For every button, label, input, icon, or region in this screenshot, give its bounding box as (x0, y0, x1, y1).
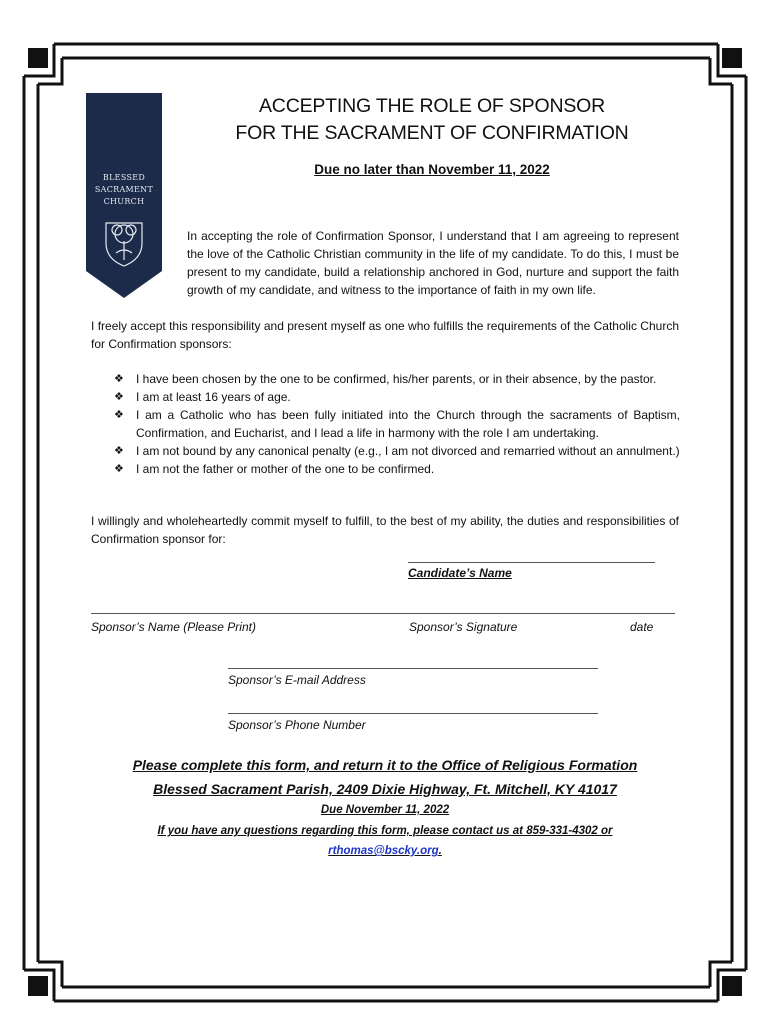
diamond-bullet-icon: ❖ (114, 445, 124, 457)
sponsor-name-signature-date-field[interactable] (91, 613, 675, 614)
diamond-bullet-icon: ❖ (114, 463, 124, 475)
parish-address: Blessed Sacrament Parish, 2409 Dixie Highway, Ft. Mitchell, KY 41017 (153, 781, 617, 797)
requirement-text: I am at least 16 years of age. (136, 390, 291, 404)
requirements-list (114, 370, 680, 478)
contact-email-line (110, 845, 660, 857)
requirement-text: I have been chosen by the one to be confirmed, his/her parents, or in their absence, by the pastor. (136, 372, 657, 386)
logo-line: CHURCH (103, 197, 145, 206)
requirement-text: I am not the father or mother of the one to be confirmed. (136, 462, 435, 476)
diamond-bullet-icon: ❖ (114, 391, 124, 403)
return-instructions: Please complete this form, and return it to the Office of Religious Formation (132, 757, 638, 773)
candidate-name-label: Candidate’s Name (408, 566, 512, 580)
form-title-line1: ACCEPTING THE ROLE OF SPONSOR (259, 95, 605, 117)
sponsor-phone-field[interactable] (228, 713, 598, 714)
diamond-bullet-icon: ❖ (114, 409, 124, 421)
intro-paragraph: In accepting the role of Confirmation Sponsor, I understand that I am agreeing to represent the love of the Catholic Christian community in the life of my candidate. To do this, I must be present to my candidate, build a relationship anchored in God, nurture and support the faith growth of my candidate, and witness to the importance of faith in my own life. (187, 229, 679, 297)
accept-paragraph: I freely accept this responsibility and present myself as one who fulfills the requirements of the Catholic Church for Confirmation sponsors: (91, 319, 679, 351)
contact-email-link[interactable]: rthomas@bscky.org (328, 845, 439, 857)
list-item (114, 388, 680, 406)
diamond-bullet-icon: ❖ (114, 373, 124, 385)
list-item (114, 460, 680, 478)
logo-line: BLESSED (102, 173, 146, 182)
logo-line: SACRAMENT (94, 185, 154, 194)
candidate-name-field[interactable] (408, 562, 655, 563)
list-item (114, 442, 680, 460)
footer-due-date: Due November 11, 2022 (320, 804, 450, 816)
list-item (114, 370, 680, 388)
requirement-text: I am a Catholic who has been fully initiated into the Church through the sacraments of Baptism, Confirmation, and Eucharist, and I lead a life in harmony with the role I am undertaking. (136, 408, 680, 440)
sponsor-phone-label: Sponsor’s Phone Number (228, 718, 366, 732)
requirement-text: I am not bound by any canonical penalty (e.g., I am not divorced and remarried without an annulment.) (136, 444, 680, 458)
due-date: Due no later than November 11, 2022 (314, 162, 550, 177)
contact-text: If you have any questions regarding this form, please contact us at 859-331-4302 or (157, 825, 613, 837)
sponsor-email-label: Sponsor’s E-mail Address (228, 673, 366, 687)
list-item (114, 406, 680, 442)
commit-paragraph: I willingly and wholeheartedly commit myself to fulfill, to the best of my ability, the duties and responsibilities of Confirmation sponsor for: (91, 514, 679, 546)
sponsor-signature-label: Sponsor’s Signature (409, 620, 518, 634)
form-title-line2: FOR THE SACRAMENT OF CONFIRMATION (235, 122, 629, 144)
sponsor-email-field[interactable] (228, 668, 598, 669)
email-suffix: . (438, 845, 442, 857)
date-label: date (630, 620, 654, 634)
logo-text (86, 172, 162, 208)
sponsor-name-label: Sponsor’s Name (Please Print) (91, 620, 256, 634)
